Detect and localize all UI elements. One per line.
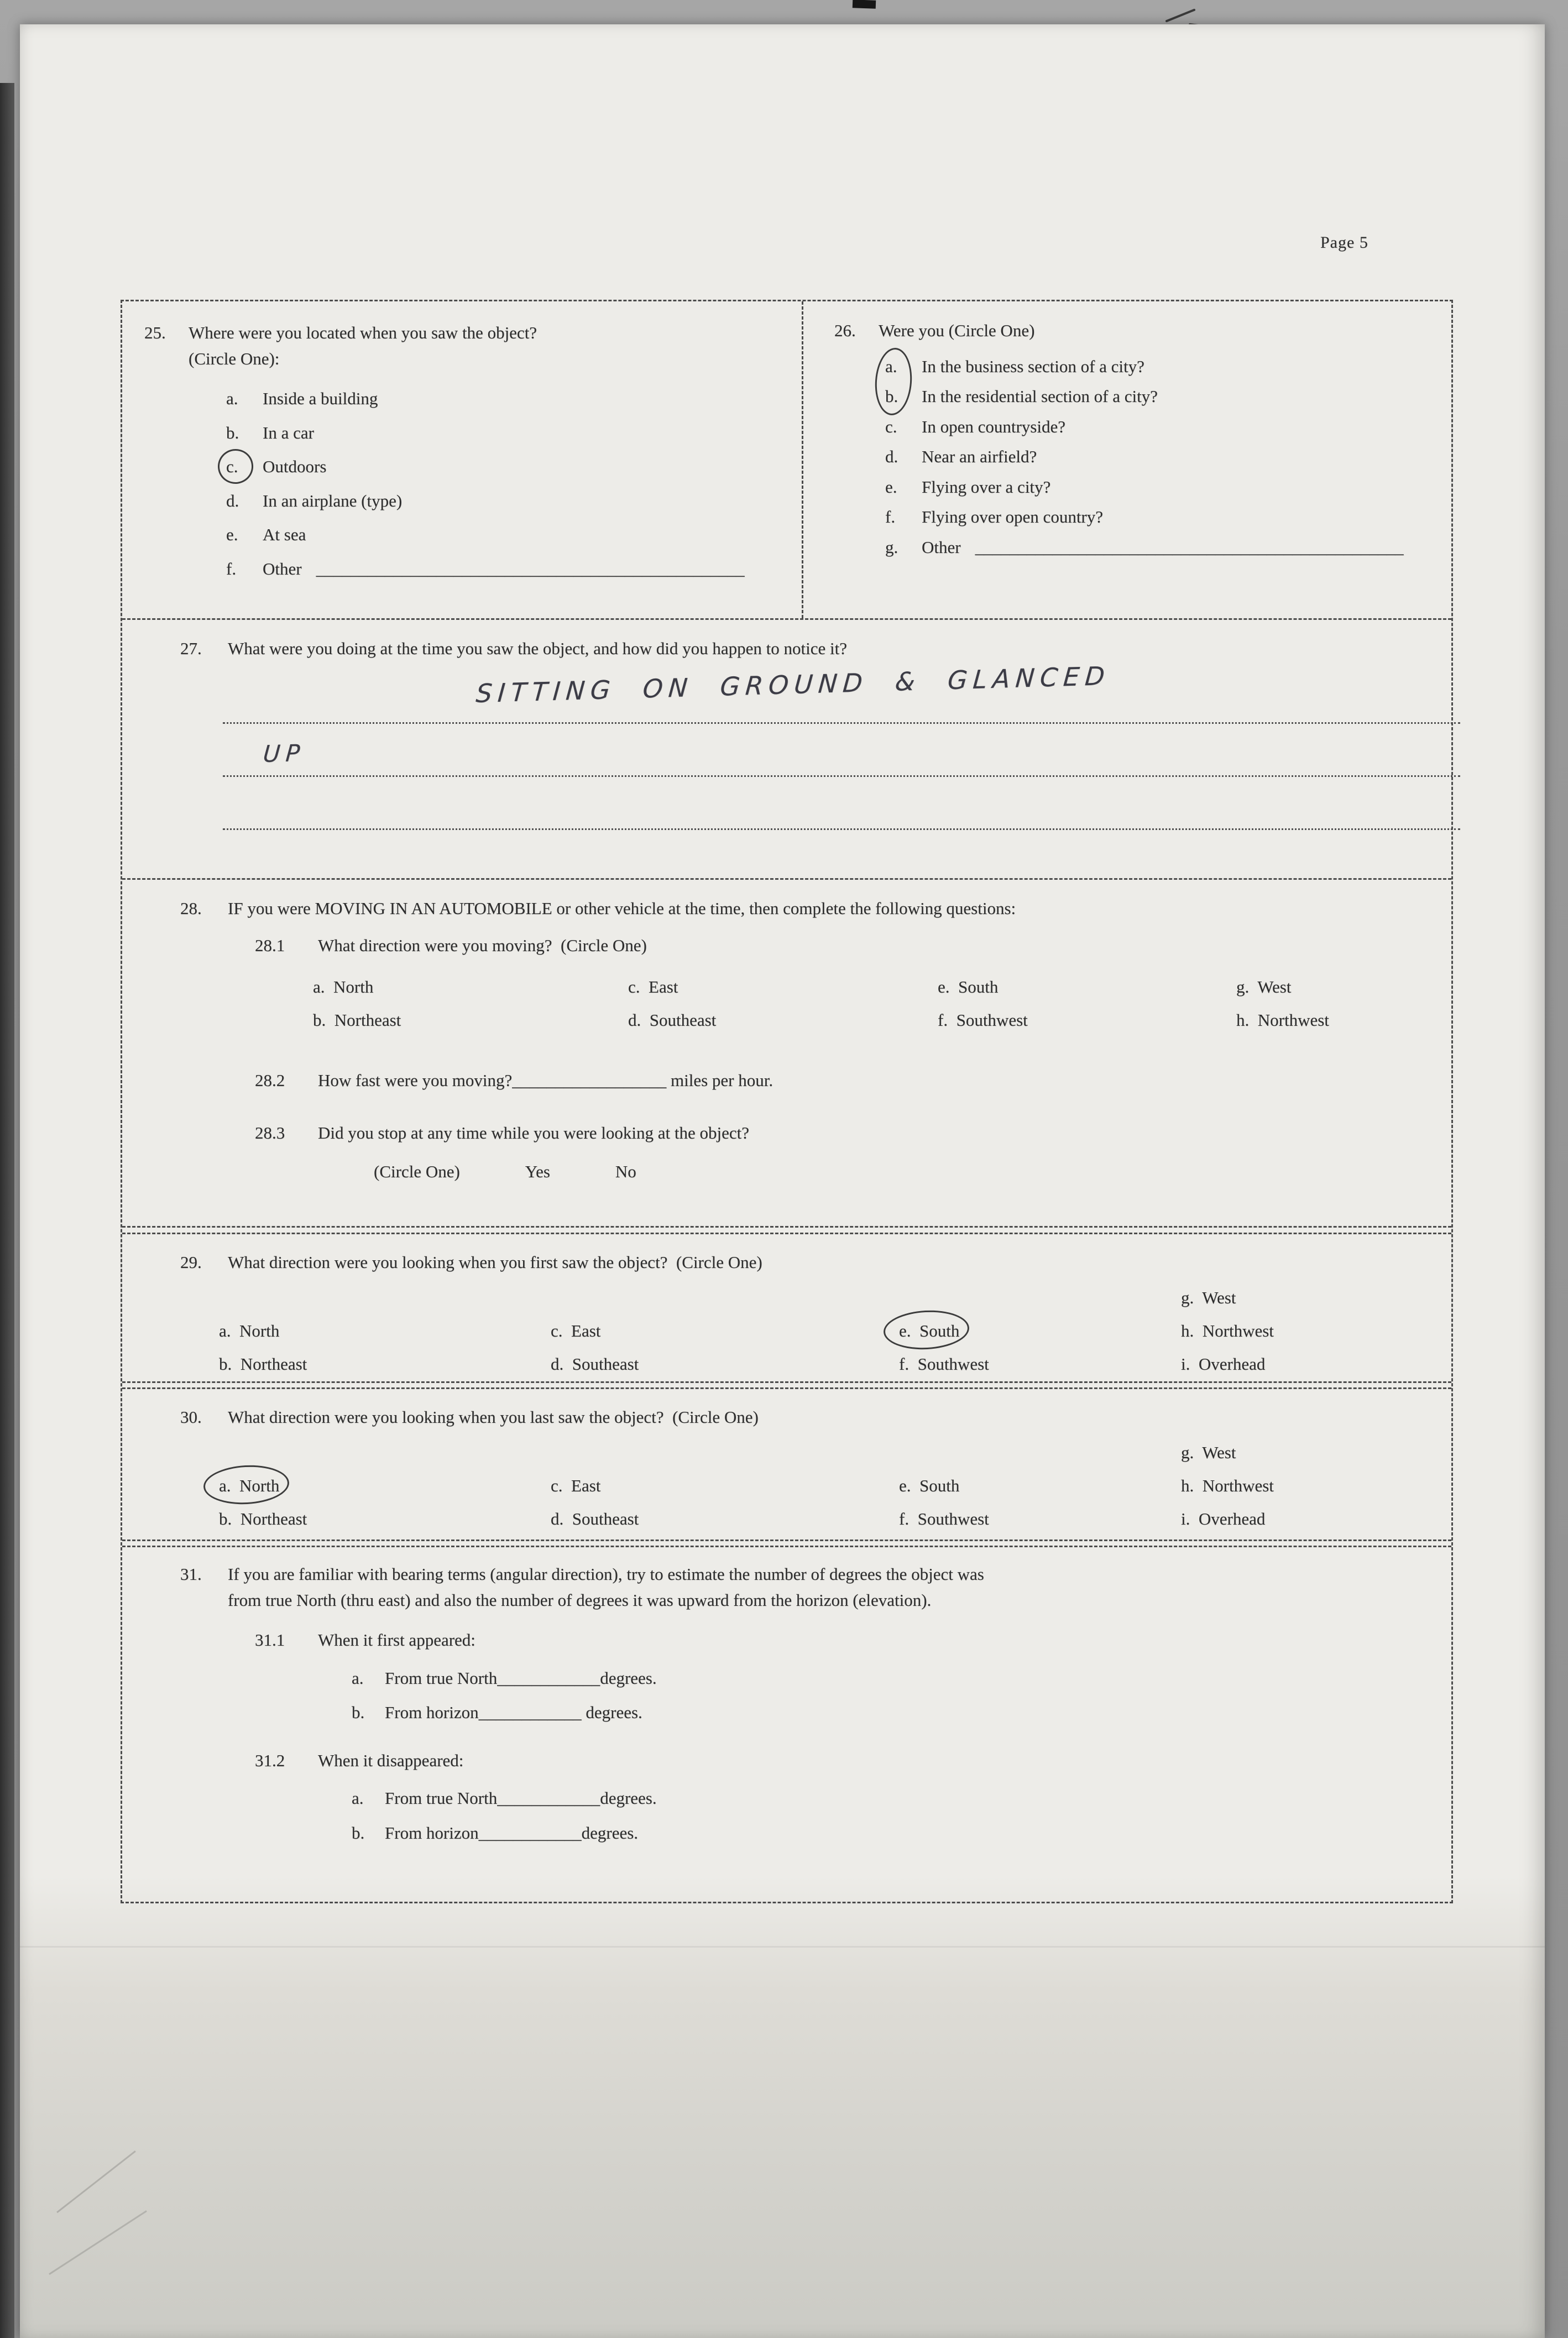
section-q29 xyxy=(122,1233,1451,1383)
option-label: c. East xyxy=(551,1475,601,1495)
section-q25-q26 xyxy=(122,301,1451,620)
option-label: h. Northwest xyxy=(1181,1321,1274,1340)
q31-2-items xyxy=(352,1786,1451,1846)
option-label: g. West xyxy=(1236,977,1292,996)
question-text: What were you doing at the time you saw the object, and how did you happen to notice it? xyxy=(228,639,848,658)
answer-line xyxy=(223,828,1460,830)
blank-line: __________________________________________________ xyxy=(975,537,1404,557)
direction-column xyxy=(313,970,628,1037)
scan-artifact-squiggle xyxy=(1165,8,1195,22)
option-row xyxy=(885,384,1440,410)
sub-question-suffix: miles per hour. xyxy=(666,1071,773,1090)
option-letter: b. xyxy=(352,1823,365,1843)
question-text: Where were you located when you saw the object? xyxy=(189,323,537,342)
option-row xyxy=(226,488,788,514)
option-letter: c. xyxy=(885,416,897,436)
section-q28 xyxy=(122,881,1451,1228)
scan-artifact-top xyxy=(853,0,876,9)
option-label: In an airplane (type) xyxy=(263,490,403,510)
option-label: d. Southeast xyxy=(551,1354,639,1374)
fill-in-suffix: degrees. xyxy=(600,1668,657,1688)
sub-question-text: Did you stop at any time while you were looking at the object? xyxy=(318,1123,749,1142)
question-number: 31. xyxy=(180,1564,202,1584)
option-no: No xyxy=(615,1162,636,1181)
q25-options xyxy=(226,386,788,582)
question-number: 30. xyxy=(180,1407,202,1427)
option-letter: b. xyxy=(885,387,898,406)
option-label: Outdoors xyxy=(263,457,327,476)
question-text: Were you (Circle One) xyxy=(879,321,1035,340)
sub-question-text: How fast were you moving? xyxy=(318,1071,513,1090)
option-label: c. East xyxy=(628,977,678,996)
option-label: a. North xyxy=(313,977,374,996)
fill-in-row xyxy=(352,1786,1451,1812)
option-label: g. West xyxy=(1181,1287,1236,1307)
question-number: 29. xyxy=(180,1252,202,1272)
option-label: e. South xyxy=(899,1314,959,1348)
question-number: 25. xyxy=(144,323,166,342)
option-label: Other xyxy=(263,559,302,578)
fill-in-label: From true North xyxy=(385,1788,498,1808)
option-label: e. South xyxy=(938,977,999,996)
option-letter: a. xyxy=(885,356,897,376)
direction-column xyxy=(1181,1436,1274,1536)
option-label: d. Southeast xyxy=(628,1010,717,1030)
option-letter: a. xyxy=(352,1788,364,1808)
option-letter: f. xyxy=(226,559,237,578)
question-31-1 xyxy=(255,1627,1451,1653)
q30-direction-options xyxy=(219,1436,1451,1536)
fill-in-row xyxy=(352,1700,1451,1726)
option-label: f. Southwest xyxy=(938,1010,1028,1030)
direction-column xyxy=(219,1469,551,1536)
sub-question-number: 31.2 xyxy=(255,1750,285,1770)
option-label: Inside a building xyxy=(263,389,378,408)
q28-direction-options xyxy=(313,970,1451,1037)
paper-crease xyxy=(49,2210,147,2275)
direction-column xyxy=(938,970,1236,1037)
option-letter: a. xyxy=(352,1668,364,1688)
option-label: d. Southeast xyxy=(551,1509,639,1528)
option-label: At sea xyxy=(263,525,306,544)
sub-question-number: 31.1 xyxy=(255,1630,285,1650)
fill-in-suffix: degrees. xyxy=(581,1823,639,1843)
q29-direction-options xyxy=(219,1281,1451,1381)
q26-options xyxy=(885,354,1440,561)
question-text: IF you were MOVING IN AN AUTOMOBILE or other vehicle at the time, then complete the following questions: xyxy=(228,899,1016,918)
option-label: f. Southwest xyxy=(899,1354,989,1374)
option-label: h. Northwest xyxy=(1181,1475,1274,1495)
option-letter: b. xyxy=(352,1703,365,1722)
question-31-2 xyxy=(255,1748,1451,1774)
option-label: i. Overhead xyxy=(1181,1354,1266,1374)
option-yes: Yes xyxy=(525,1162,550,1181)
scan-left-edge xyxy=(0,83,14,2338)
section-q31 xyxy=(122,1546,1451,1902)
option-letter: a. xyxy=(226,389,238,408)
answer-line xyxy=(223,775,1460,777)
option-label: In the residential section of a city? xyxy=(922,387,1158,406)
direction-column xyxy=(628,970,938,1037)
section-q30 xyxy=(122,1387,1451,1541)
blank-line: __________________ xyxy=(512,1071,667,1090)
paper-crease xyxy=(56,2151,136,2213)
question-26 xyxy=(803,301,1451,618)
question-number: 27. xyxy=(180,639,202,658)
fill-in-row xyxy=(352,1666,1451,1692)
option-letter: d. xyxy=(226,490,239,510)
direction-column xyxy=(219,1314,551,1381)
option-letter: e. xyxy=(885,477,897,497)
option-label: Near an airfield? xyxy=(922,447,1037,466)
option-label: h. Northwest xyxy=(1236,1010,1329,1030)
question-28-2 xyxy=(255,1068,1451,1094)
question-25 xyxy=(122,301,803,618)
option-row xyxy=(885,444,1440,470)
direction-column xyxy=(1181,1281,1274,1381)
sub-question-number: 28.1 xyxy=(255,935,285,955)
paper xyxy=(20,24,1545,2338)
question-number: 26. xyxy=(834,321,856,340)
answer-line xyxy=(223,722,1460,724)
option-letter: b. xyxy=(226,422,239,442)
option-label: g. West xyxy=(1181,1442,1236,1462)
option-label: a. North xyxy=(219,1321,280,1340)
option-label: f. Southwest xyxy=(899,1509,989,1528)
option-label: Other xyxy=(922,537,961,557)
question-number: 28. xyxy=(180,899,202,918)
option-letter: c. xyxy=(226,454,248,480)
handwritten-answer: UP xyxy=(262,739,306,768)
option-letter: e. xyxy=(226,525,238,544)
option-label: b. Northeast xyxy=(219,1354,307,1374)
direction-column xyxy=(899,1469,1181,1536)
fill-in-row xyxy=(352,1820,1451,1846)
sub-question-text: What direction were you moving? (Circle One) xyxy=(318,935,647,955)
option-row xyxy=(885,535,1440,561)
sub-question-number: 28.2 xyxy=(255,1071,285,1090)
option-label: In open countryside? xyxy=(922,416,1065,436)
option-row xyxy=(226,556,788,582)
sub-question-number: 28.3 xyxy=(255,1123,285,1142)
fill-in-suffix: degrees. xyxy=(600,1788,657,1808)
option-row xyxy=(885,474,1440,500)
blank-line: ____________ xyxy=(478,1703,582,1722)
option-label: i. Overhead xyxy=(1181,1509,1266,1528)
question-text-line1: If you are familiar with bearing terms (angular direction), try to estimate the number of degrees the object was xyxy=(228,1564,984,1584)
question-text: What direction were you looking when you last saw the object? (Circle One) xyxy=(228,1407,759,1427)
direction-column xyxy=(899,1314,1181,1381)
direction-column xyxy=(551,1314,899,1381)
direction-column xyxy=(1236,970,1329,1037)
question-text: What direction were you looking when you first saw the object? (Circle One) xyxy=(228,1252,762,1272)
option-label: Flying over a city? xyxy=(922,477,1051,497)
fill-in-label: From horizon xyxy=(385,1703,479,1722)
blank-line: __________________________________________________ xyxy=(316,559,745,578)
fill-in-label: From horizon xyxy=(385,1823,479,1843)
option-label: b. Northeast xyxy=(313,1010,401,1030)
q28-3-circle-one-row xyxy=(374,1159,1451,1185)
question-28-1 xyxy=(255,933,1451,959)
option-label: e. South xyxy=(899,1475,960,1495)
option-row xyxy=(885,504,1440,530)
option-row xyxy=(226,522,788,548)
fill-in-suffix: degrees. xyxy=(581,1703,642,1722)
page-number: Page 5 xyxy=(1320,233,1368,252)
circle-one-label: (Circle One) xyxy=(374,1162,460,1181)
question-text-line2: from true North (thru east) and also the number of degrees it was upward from the horizon (elevation). xyxy=(228,1590,932,1610)
sub-question-text: When it disappeared: xyxy=(318,1750,464,1770)
option-label: c. East xyxy=(551,1321,601,1340)
blank-line: ____________ xyxy=(497,1668,600,1688)
option-row xyxy=(226,454,788,480)
paper-crease xyxy=(20,1946,1545,1948)
fill-in-label: From true North xyxy=(385,1668,498,1688)
option-label: In a car xyxy=(263,422,314,442)
option-letter: d. xyxy=(885,447,898,466)
handwritten-answer: SITTING ON GROUND & GLANCED xyxy=(474,660,1111,709)
q31-1-items xyxy=(352,1666,1451,1726)
option-row xyxy=(885,354,1440,380)
blank-line: ____________ xyxy=(478,1823,582,1843)
option-label: a. North xyxy=(219,1469,279,1502)
direction-column xyxy=(551,1469,899,1536)
option-letter: g. xyxy=(885,537,898,557)
option-letter: f. xyxy=(885,507,896,526)
option-row xyxy=(226,420,788,446)
section-q27 xyxy=(122,622,1451,880)
questionnaire-form xyxy=(121,300,1453,1903)
blank-line: ____________ xyxy=(497,1788,600,1808)
option-row xyxy=(885,414,1440,440)
option-row xyxy=(226,386,788,412)
question-28-3 xyxy=(255,1120,1451,1146)
option-label: Flying over open country? xyxy=(922,507,1104,526)
option-label: b. Northeast xyxy=(219,1509,307,1528)
circle-one-label: (Circle One): xyxy=(189,348,280,368)
sub-question-text: When it first appeared: xyxy=(318,1630,475,1650)
option-label: In the business section of a city? xyxy=(922,356,1144,376)
